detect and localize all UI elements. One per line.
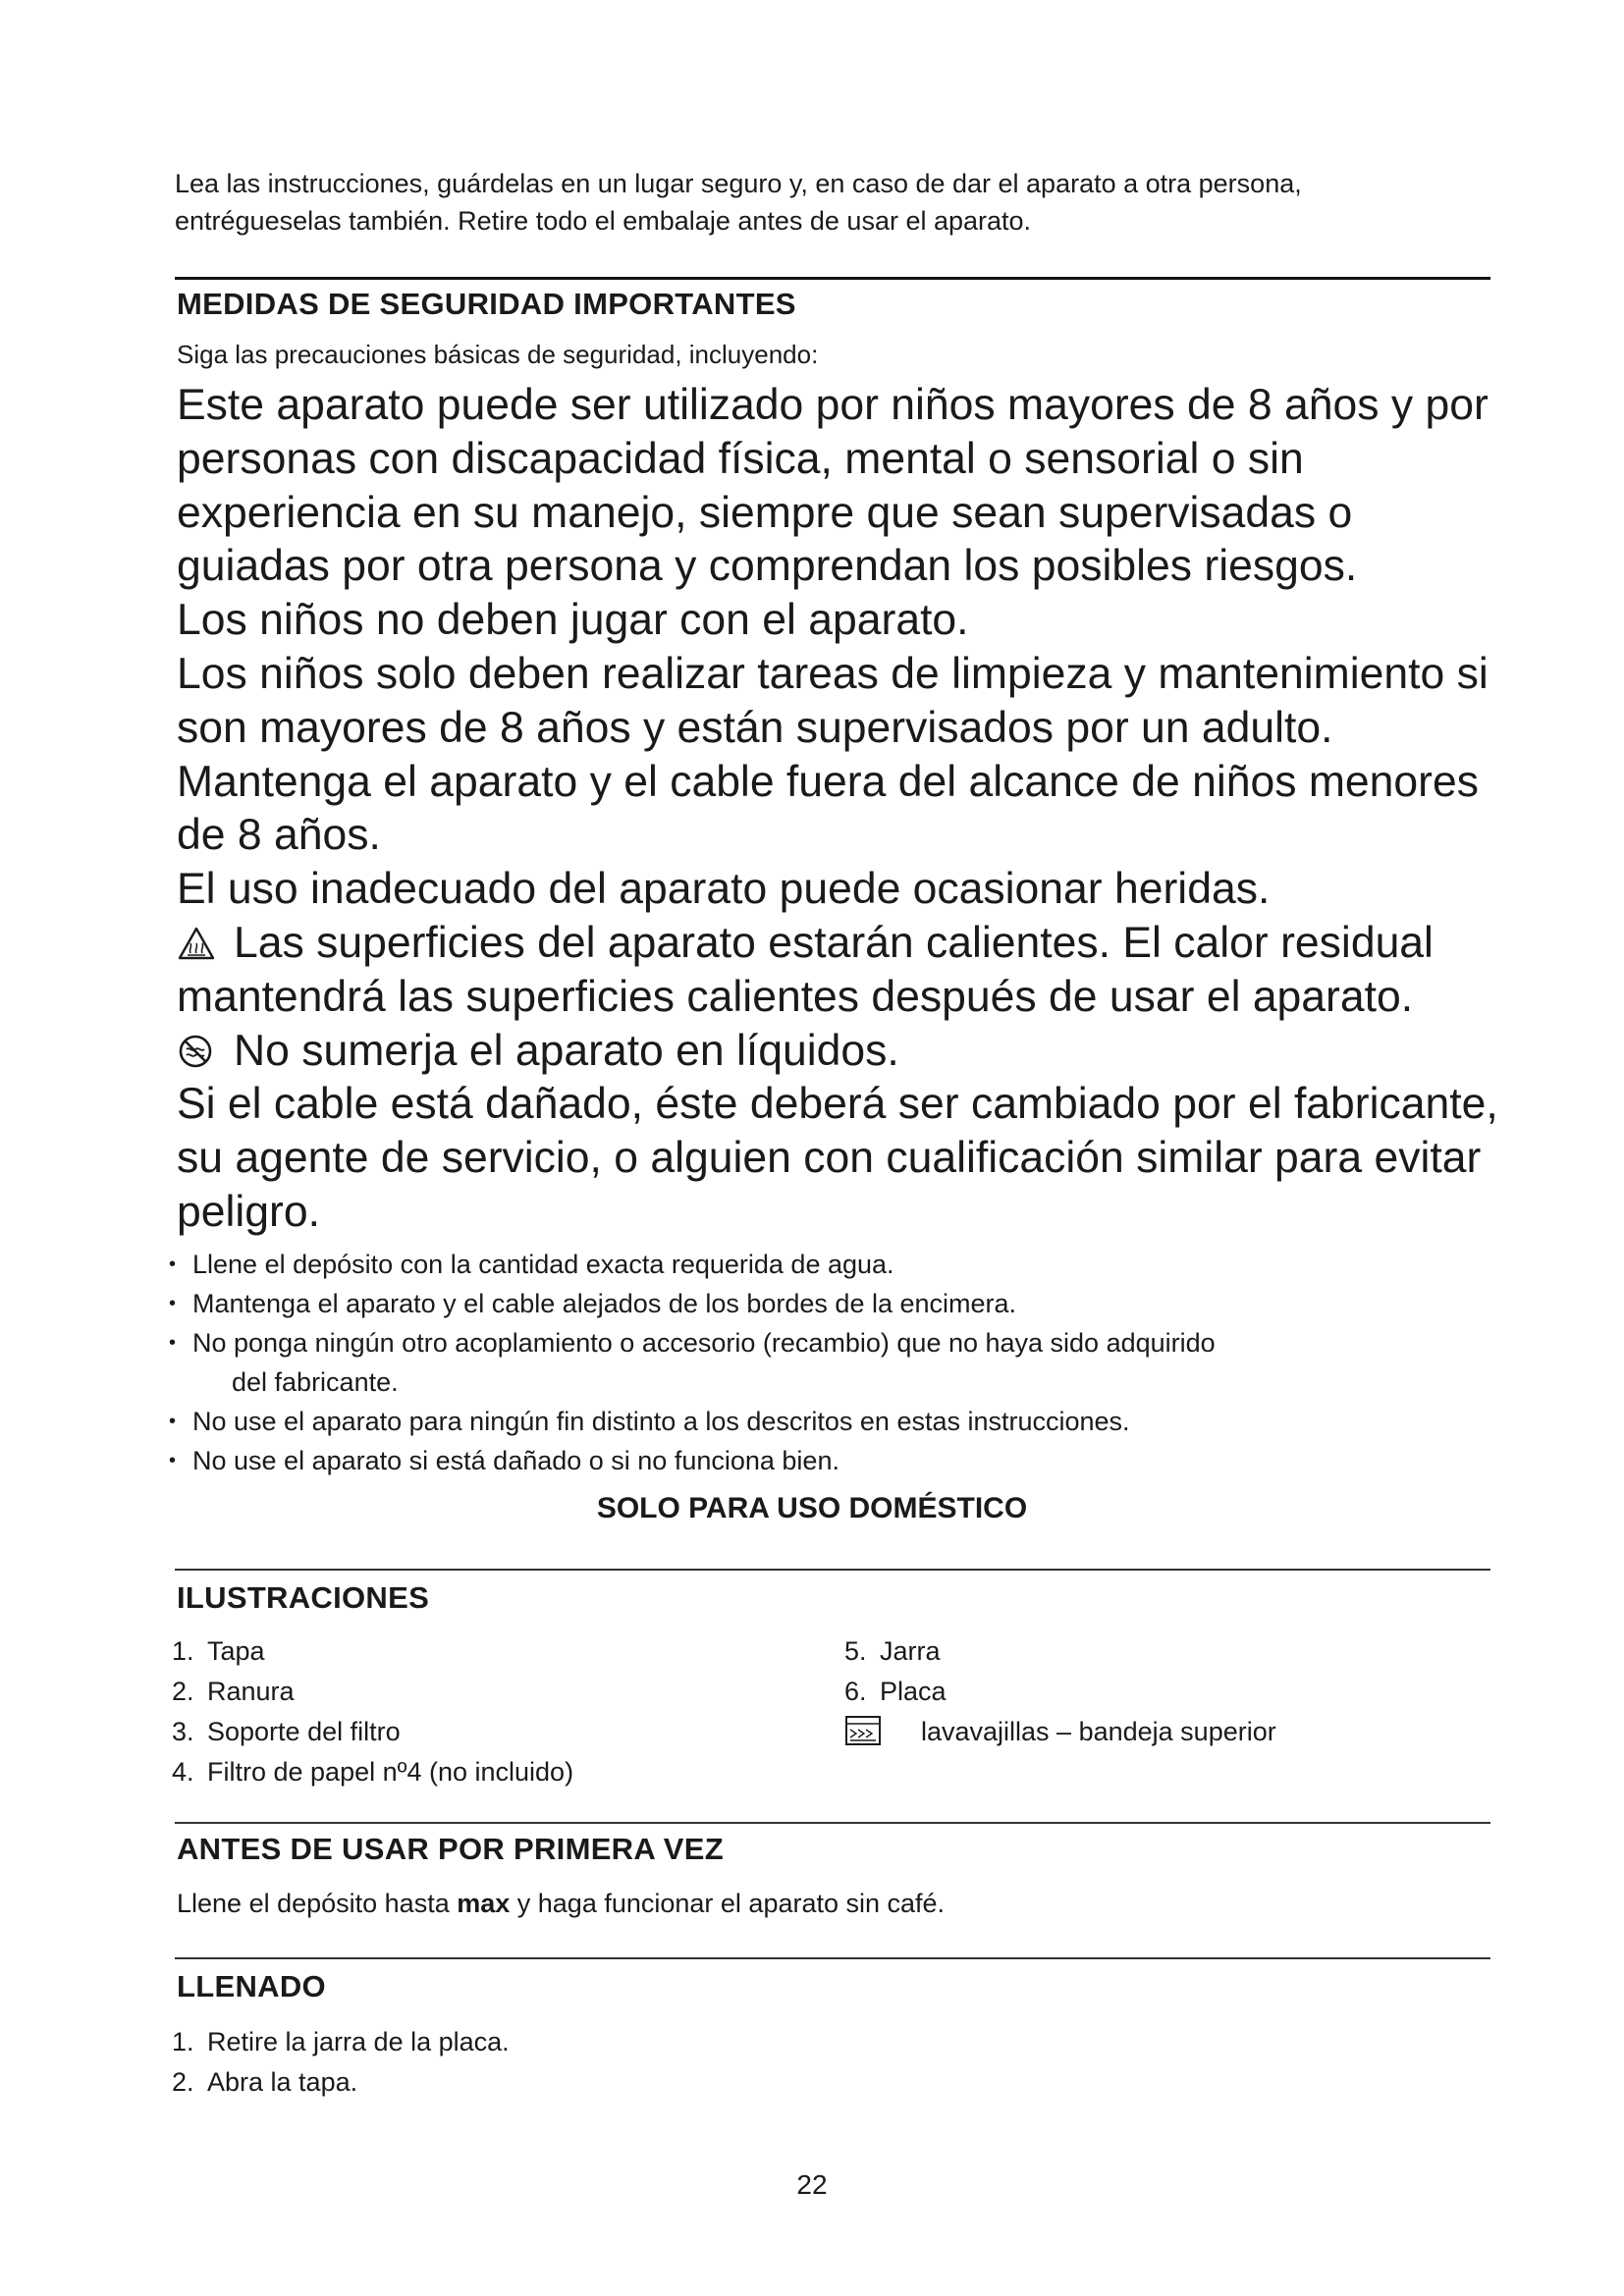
domestic-use-heading: SOLO PARA USO DOMÉSTICO <box>596 1492 1028 1524</box>
warning-line: Los niños no deben jugar con el aparato. <box>177 596 969 645</box>
list-item-continuation: del fabricante. <box>232 1367 399 1397</box>
warning-line: Este aparato puede ser utilizado por niños mayores de 8 años y por <box>177 381 1489 429</box>
do-not-immerse-icon <box>177 1034 216 1069</box>
filling-heading: LLENADO <box>177 1969 326 2003</box>
list-item: 2. Abra la tapa. <box>172 2067 358 2097</box>
illustrations-list-left <box>172 1631 573 1792</box>
first-use-text: Llene el depósito hasta max y haga funcionar el aparato sin café. <box>177 1889 946 1918</box>
safety-warnings <box>177 379 1522 1240</box>
list-item: • Mantenga el aparato y el cable alejados de los bordes de la encimera. <box>169 1284 1465 1323</box>
illustrations-heading: ILUSTRACIONES <box>177 1580 430 1615</box>
warning-line: Los niños solo deben realizar tareas de limpieza y mantenimiento si <box>177 649 1489 698</box>
intro-line: entrégueselas también. Retire todo el embalaje antes de usar el aparato. <box>175 206 1032 236</box>
warning-line: Mantenga el aparato y el cable fuera del alcance de niños menores <box>177 757 1479 806</box>
warning-line: Las superficies del aparato estarán calientes. El calor residual <box>234 918 1434 967</box>
dishwasher-note: lavavajillas – bandeja superior <box>844 1712 1276 1752</box>
hot-surface-warning-icon <box>177 926 216 961</box>
warning-line: El uso inadecuado del aparato puede ocasionar heridas. <box>177 865 1271 914</box>
list-item: 3. Soporte del filtro <box>172 1717 401 1746</box>
section-divider <box>175 1822 1490 1824</box>
list-item: 1. Retire la jarra de la placa. <box>172 2027 510 2056</box>
list-item: 6. Placa <box>844 1677 947 1706</box>
illustrations-list-right <box>844 1631 1276 1752</box>
safety-heading: MEDIDAS DE SEGURIDAD IMPORTANTES <box>177 287 796 321</box>
list-item: 1. Tapa <box>172 1636 265 1666</box>
warning-line: No sumerja el aparato en líquidos. <box>234 1026 899 1075</box>
list-item <box>169 1323 1465 1402</box>
first-use-heading: ANTES DE USAR POR PRIMERA VEZ <box>177 1832 724 1866</box>
intro-line: Lea las instrucciones, guárdelas en un lugar seguro y, en caso de dar el aparato a otra persona, <box>175 169 1302 198</box>
list-item: • Llene el depósito con la cantidad exacta requerida de agua. <box>169 1245 1465 1284</box>
filling-steps <box>172 2022 510 2103</box>
warning-line: personas con discapacidad física, mental o sensorial o sin <box>177 434 1304 483</box>
warning-line: Si el cable está dañado, éste deberá ser cambiado por el fabricante, <box>177 1080 1498 1129</box>
list-item: 2. Ranura <box>172 1677 295 1706</box>
do-not-immerse-warning <box>177 1025 1522 1079</box>
list-item-text: No ponga ningún otro acoplamiento o accesorio (recambio) que no haya sido adquirido <box>192 1328 1216 1358</box>
list-item: 4. Filtro de papel nº4 (no incluido) <box>172 1757 574 1787</box>
section-divider <box>175 1569 1490 1571</box>
section-divider <box>175 277 1490 280</box>
warning-line: mantendrá las superficies calientes después de usar el aparato. <box>177 972 1414 1021</box>
safety-bullet-list <box>169 1245 1465 1480</box>
list-item: • No use el aparato para ningún fin distinto a los descritos en estas instrucciones. <box>169 1402 1465 1441</box>
warning-line: experiencia en su manejo, siempre que sean supervisadas o <box>177 488 1353 537</box>
page-number: 22 <box>796 2169 828 2200</box>
warning-line: guiadas por otra persona y comprendan los posibles riesgos. <box>177 542 1358 591</box>
list-item: 5. Jarra <box>844 1636 941 1666</box>
dishwasher-icon <box>844 1715 882 1746</box>
intro-text <box>175 165 1490 240</box>
warning-line: de 8 años. <box>177 811 381 860</box>
warning-line: peligro. <box>177 1187 320 1236</box>
section-divider <box>175 1957 1490 1959</box>
max-label: max <box>457 1889 511 1918</box>
list-item: • No use el aparato si está dañado o si no funciona bien. <box>169 1441 1465 1480</box>
hot-surface-warning <box>177 917 1522 971</box>
safety-subheading: Siga las precauciones básicas de seguridad, incluyendo: <box>177 340 819 369</box>
warning-line: son mayores de 8 años y están supervisados por un adulto. <box>177 703 1333 752</box>
warning-line: su agente de servicio, o alguien con cualificación similar para evitar <box>177 1134 1482 1183</box>
